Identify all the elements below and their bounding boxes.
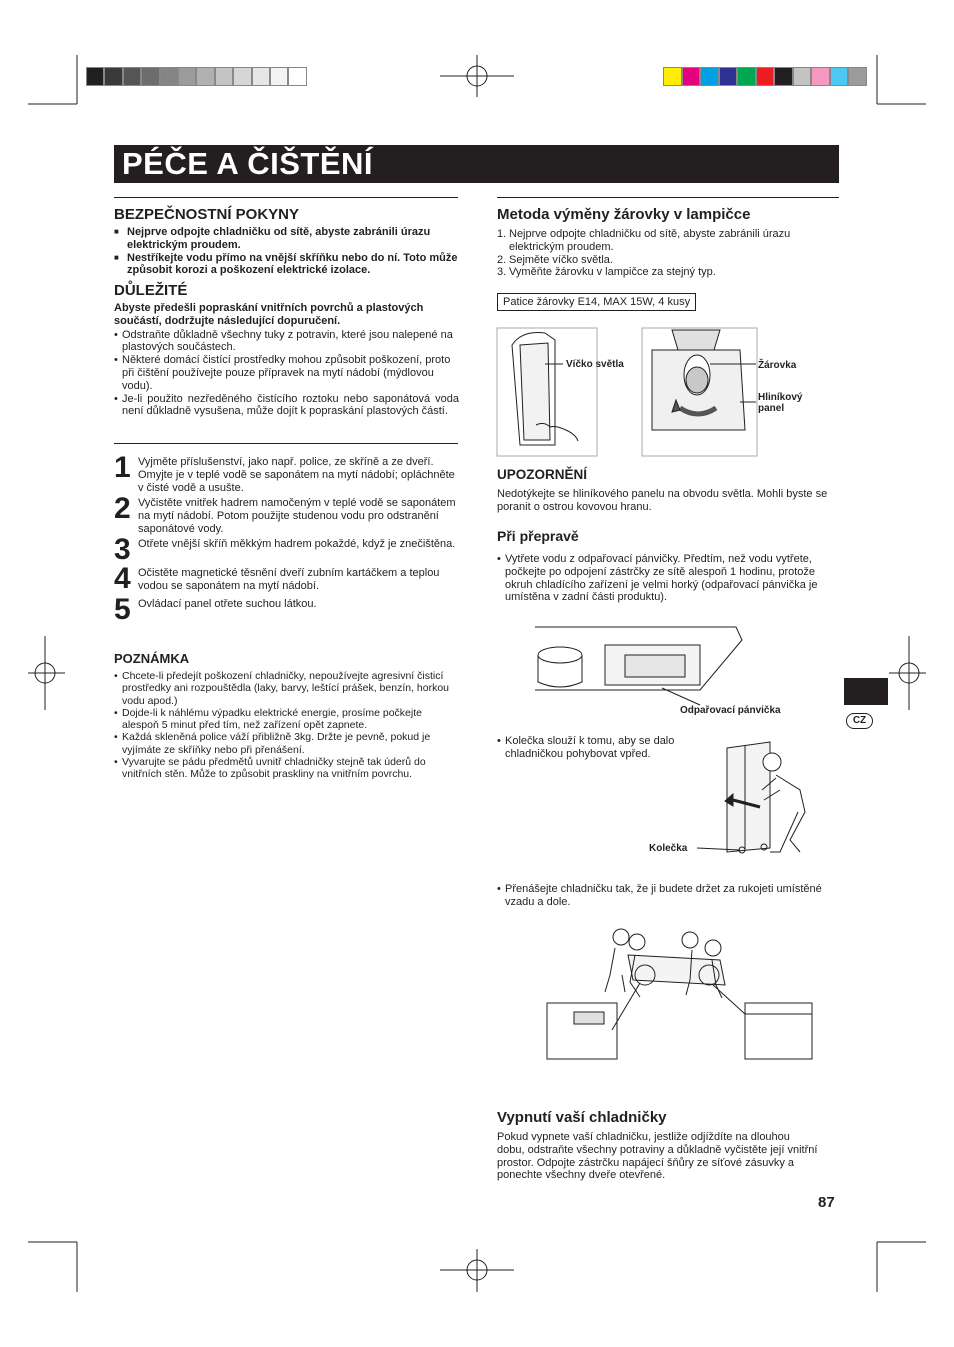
list-item: 1. Nejprve odpojte chladničku od sítě, abyste zabránili úrazu elektrickým proudem. (497, 228, 791, 253)
list-item: 2. Sejměte víčko světla. (497, 253, 613, 266)
list-item: • Je-li použito nezředěného čistícího roztoku nebo saponátová voda není důkladně vysušena, může dojít k popraskání plastových částí. (114, 393, 459, 419)
list-item: • Některé domácí čistící prostředky mohou způsobit poškození, proto při čištění používejte pouze přípravek na mytí nádobí (mýdlovou vodu). (114, 354, 459, 392)
list-item: • Vyvarujte se pádu předmětů uvnitř chladničky stejně tak úderů do vnitřních stěn. Může to způsobit praskliny na vnitřním povrchu. (114, 756, 459, 781)
cover-label: Víčko světla (566, 359, 624, 370)
bulb-heading: Metoda výměny žárovky v lampičce (497, 206, 751, 223)
list-item: • Vytřete vodu z odpařovací pánvičky. Předtím, než vodu vytřete, počkejte po odpojení zástrčky ze sítě alespoň 1 hodinu, protože okruh chladícího zařízení je velmi horký (odpařovací pánvička je umístěna v zadní části produktu). (497, 553, 839, 604)
bulb-spec-box: Patice žárovky E14, MAX 15W, 4 kusy (497, 293, 696, 311)
evaporating-pan-label: Odpařovací pánvička (680, 705, 781, 716)
step-number: 3 (114, 533, 131, 566)
list-item: • Přenášejte chladničku tak, že ji budete držet za rukojeti umístěné vzadu a dole. (497, 883, 839, 909)
step-number: 2 (114, 492, 131, 525)
step-text: Vyčistěte vnitřek hadrem namočeným v teplé vodě se saponátem na mytí nádobí. Potom použijte studenou vodu pro odstranění saponátové vody. (138, 497, 456, 535)
bulb-label: Žárovka (758, 360, 797, 371)
language-tab (844, 678, 888, 705)
transport-heading: Při přepravě (497, 528, 579, 544)
caution-heading: UPOZORNĚNÍ (497, 467, 588, 482)
switch-off-heading: Vypnutí vaší chladničky (497, 1109, 667, 1126)
switch-off-section (497, 1109, 819, 1182)
list-item: • Dojde-li k náhlému výpadku elektrické energie, prosíme počkejte alespoň 5 minut před tím, než zařízení opět zapnete. (114, 707, 459, 732)
list-item: • Kolečka slouží k tomu, aby se dalo chladničkou pohybovat vpřed. (497, 735, 707, 761)
step-text: Vyjměte příslušenství, jako např. police, ze skříně a ze dveří. Omyjte je v teplé vodě se saponátem na mytí nádobí; opláchněte v čisté vodě a usušte. (138, 456, 455, 494)
important-intro: Abyste předešli popraskání vnitřních povrchů a plastových součástí, dodržujte následující dopuručení. (114, 302, 424, 327)
list-item: ■ Nestříkejte vodu přímo na vnější skříňku nebo do ní. Toto může způsobit korozi a poškození elektrické izolace. (114, 252, 459, 278)
page-number: 87 (818, 1194, 835, 1211)
panel-label: Hliníkový panel (758, 392, 803, 414)
switch-off-text: Pokud vypnete vaší chladničku, jestliže odjíždíte na dlouhou dobu, odstraňte všechny potraviny a důkladně vyčistěte její vnitřní prostor. Odpojte zástrčku napájecí šňůry ze síťové zásuvky a ponechte všechny dveře otevřené. (497, 1131, 818, 1182)
list-item: 3. Vyměňte žárovku v lampičce za stejný typ. (497, 266, 716, 279)
list-item: • Chcete-li předejít poškození chladničky, nepoužívejte agresivní čisticí prostředky ani rozpouštědla (laky, barvy, leštící prášek, benzín, horkou vodu apod.) (114, 670, 459, 707)
wheels-label: Kolečka (649, 843, 688, 854)
list-item: • Každá skleněná police váží přibližně 3kg. Držte je pevně, pokud je vyjímáte ze skříňky nebo při přenášení. (114, 731, 459, 756)
list-item: ■ Nejprve odpojte chladničku od sítě, abyste zabránili úrazu elektrickým proudem. (114, 226, 459, 252)
list-item: • Odstraňte důkladně všechny tuky z potravin, které jsou nalepené na plastových součástech. (114, 329, 459, 355)
step-text: Otřete vnější skříň měkkým hadrem pokaždé, když je znečištěna. (138, 538, 456, 550)
step-number: 5 (114, 593, 131, 626)
important-heading: DŮLEŽITÉ (114, 282, 188, 299)
language-badge: CZ (846, 713, 873, 729)
step-text: Očistěte magnetické těsnění dveří zubním kartáčkem a teplou vodou se saponátem na mytí nádobí. (138, 567, 440, 592)
caution-text: Nedotýkejte se hliníkového panelu na obvodu světla. Mohli byste se poranit o ostrou kovovou hranu. (497, 488, 828, 513)
step-number: 4 (114, 562, 131, 595)
page-title: PÉČE A ČIŠTĚNÍ (122, 146, 374, 181)
step-number: 1 (114, 451, 131, 484)
note-heading: POZNÁMKA (114, 651, 190, 666)
step-text: Ovládací panel otřete suchou látkou. (138, 598, 317, 610)
safety-heading: BEZPEČNOSTNÍ POKYNY (114, 206, 300, 223)
